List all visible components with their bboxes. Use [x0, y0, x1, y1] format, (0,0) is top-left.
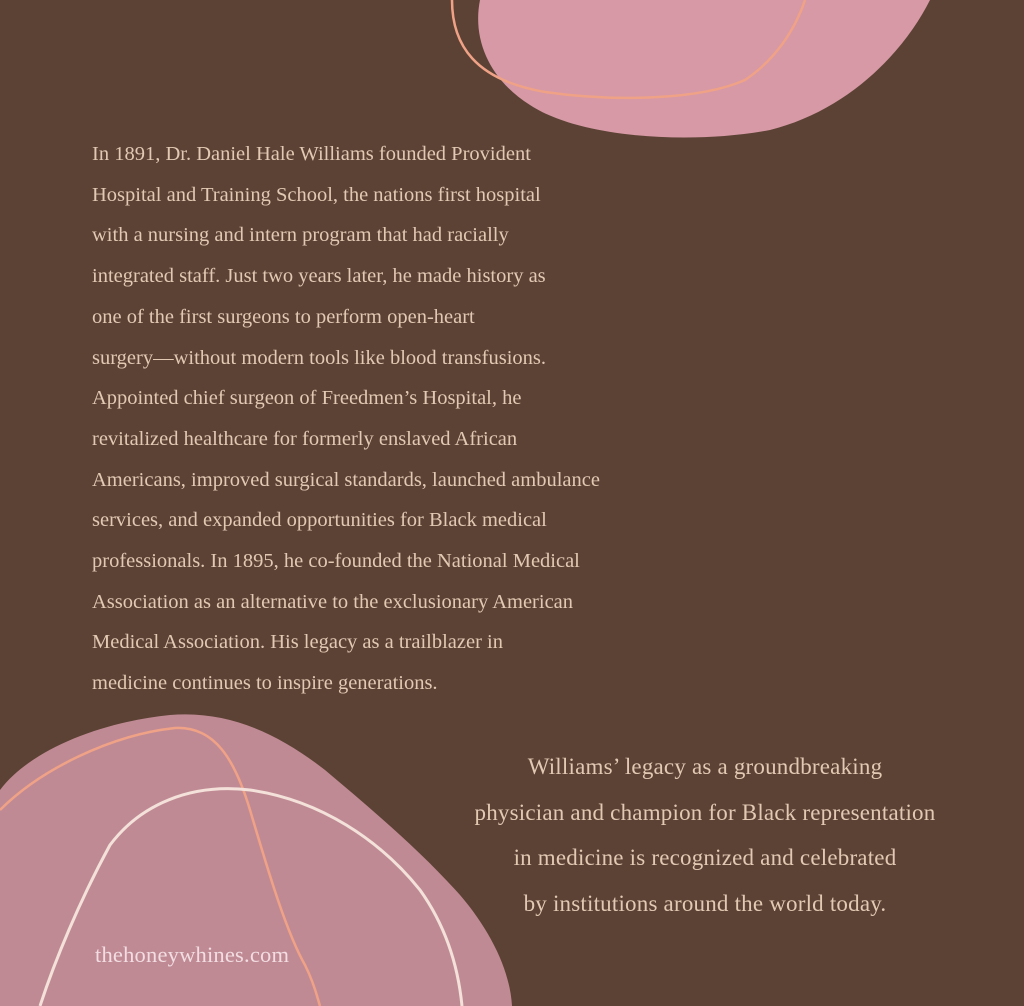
bio-line: Appointed chief surgeon of Freedmen’s Hospital, he	[92, 387, 522, 410]
bio-line: services, and expanded opportunities for Black medical	[92, 509, 547, 532]
website-credit: thehoneywhines.com	[95, 942, 290, 967]
quote-line: Williams’ legacy as a groundbreaking	[527, 754, 883, 779]
bio-line: Americans, improved surgical standards, launched ambulance	[92, 468, 600, 491]
bio-line: one of the first surgeons to perform open-heart	[92, 305, 475, 328]
top-pink-blob	[478, 0, 930, 138]
bio-line: integrated staff. Just two years later, he made history as	[92, 265, 546, 288]
quote-line: in medicine is recognized and celebrated	[513, 845, 897, 870]
quote-line: physician and champion for Black representation	[474, 799, 936, 825]
bio-line: Association as an alternative to the exclusionary American	[92, 590, 574, 613]
bio-paragraph	[92, 134, 692, 704]
bio-line: In 1891, Dr. Daniel Hale Williams founded Provident	[92, 143, 531, 165]
bio-line: surgery—without modern tools like blood transfusions.	[92, 346, 547, 369]
bio-line: Medical Association. His legacy as a trailblazer in	[92, 631, 504, 654]
legacy-quote	[420, 744, 990, 926]
bio-line: medicine continues to inspire generations.	[92, 672, 438, 695]
bio-line: Hospital and Training School, the nations first hospital	[92, 183, 541, 206]
bio-line: professionals. In 1895, he co-founded the National Medical	[92, 550, 580, 573]
bio-line: revitalized healthcare for formerly enslaved African	[92, 427, 518, 450]
quote-line: by institutions around the world today.	[523, 890, 887, 916]
bio-line: with a nursing and intern program that had racially	[92, 224, 509, 247]
